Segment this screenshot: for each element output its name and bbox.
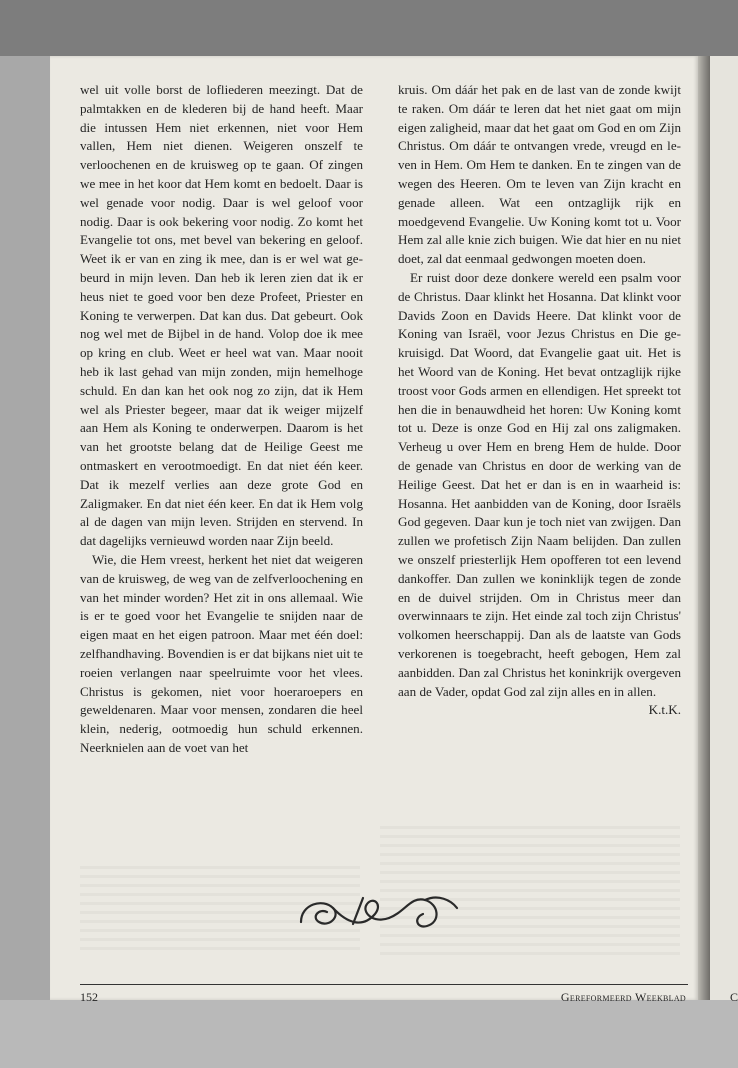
footer-rule [80,984,688,985]
right-text-column [398,81,681,720]
right-paragraph-1: kruis. Om dáár het pak en de last van de zonde kwijt te raken. Om dáár te leren dat het niet gaat om mijn eigen zaligheid, maar dat het gaat om God en om Zijn Christus. Om dáár te ontvangen vrede, vreugd en leven in Hem. Om Hem te danken. En te zingen van de wegen des Heeren. Om te leven van Zijn kracht en genade alleen. Wat een ontzaglijk rijk en moedgevend Evangelie. Uw Koning komt tot u. Voor Hem zal alle knie zich buigen. Wie dat hier en nu niet doet, zal dat eenmaal gedwongen moeten doen. [398,82,681,267]
left-text-column [80,81,363,758]
scan-background-top [0,0,738,56]
page-number: 152 [80,990,98,1004]
author-signature: K.t.K. [648,702,681,718]
adjacent-page-edge [710,56,738,1000]
scan-background-bottom [0,1000,738,1068]
next-page-edge-text: C [730,990,738,1004]
left-paragraph-2: Wie, die Hem vreest, herkent het niet dat weigeren van de kruisweg, de weg van de zelfverloochening en van het minder worden? Het zit in ons allemaal. Wie is er te goed voor het Evangelie te snijden naar de eigen maat en het eigen patroon. Maar met één doel: zelfhandhaving. Bovendien is er dat bijkans niet uit te roeien verlangen naar speelruimte voor het vlees. Christus is gekomen, niet voor hoeraroepers en geweldenaren. Maar voor mensen, zondaren die heel klein, nederig, ootmoedig hun schuld erkennen. Neerknielen aan de voet van het [80,551,363,755]
running-head: Gereformeerd Weekblad [560,990,686,1004]
scan-background-left [0,56,50,1000]
decorative-flourish-icon [293,884,463,940]
left-paragraph-1: wel uit volle borst de lofliederen meezingt. Dat de palmtakken en de klederen bij de hand heeft. Maar die intussen Hem niet erkennen, niet voor Hem vallen, Hem niet dienen. Weigeren onszelf te verloochenen en de kruisweg op te gaan. Of zingen we mee in het koor dat Hem komt en bedoelt. Daar is wel genade voor nodig. Daar is wel geloof voor nodig. Daar is ook bekering voor nodig. Zo komt het Evangelie tot ons, met bevel van bekering en geloof. Weet ik er van en zing ik mee, dan is er wel wat gebeurd in mijn leven. Dan heb ik leren zien dat ik er heus niet te goed voor ben deze Profeet, Priester en Koning te verwerpen. Dat kan dus. Dat gebeurt. Ook nog wel met de Bijbel in de hand. Volop doe ik mee op kring en club. Weet er heel wat van. Maar nooit heb ik last gehad van mijn zonden, mijn hemelhoge schuld. En dan kan het ook nog zo zijn, dat ik Hem wel als Priester begeer, maar dat ik weiger mijzelf aan Hem als Koning te onderwerpen. Daarom is het van het grootste belang dat de Heilige Geest me ontmaskert en verootmoedigt. En dat niet één keer. Dat ik mezelf verlies aan deze grote God en Zaligmaker. En dat niet één keer. En dat ik Hem volg al de dagen van mijn leven. Strijden en stervend. In dat dagelijks vernieuwd worden naar Zijn beeld. [80,82,363,549]
page-gutter-shadow [698,56,710,1000]
right-paragraph-2: Er ruist door deze donkere wereld een psalm voor de Christus. Daar klinkt het Hosanna. Dat klinkt voor Davids Zoon en Davids Heere. Dat klinkt voor de Koning van Israël, voor Jezus Christus en Die gekruisigd. Dat Woord, dat Evangelie gaat uit. Het is het Woord van de Koning. Het bevat ontzaglijk rijke troost voor Gods armen en ellendigen. Het spreekt tot hen die in benauwdheid het horen: Uw Koning komt tot u. Deze is onze God en Hij zal ons zaligmaken. Verheug u over Hem en breng Hem de hulde. Door de genade van Christus en door de werking van de Heilige Geest. Dat het er dan is en in waarheid is: Hosanna. Het aanbidden van de Koning, door Israëls God gegeven. Daar kun je toch niet van zwijgen. Dan zullen we profetisch Zijn Naam belijden. Dan zullen we onszelf priesterlijk Hem opofferen tot een levend dankoffer. Dan zullen we koninklijk tegen de zonde en de duivel strijden. Om in Christus meer dan overwinnaars te zijn. Het einde zal toch zijn Christus' volkomen heerschappij. Dan als de laatste van Gods verkorenen is toegebracht, heeft gebogen, Hem zal aanbidden. Dan zal Christus het koninkrijk overgeven aan de Vader, opdat God zal zijn alles en in allen. [398,269,681,699]
